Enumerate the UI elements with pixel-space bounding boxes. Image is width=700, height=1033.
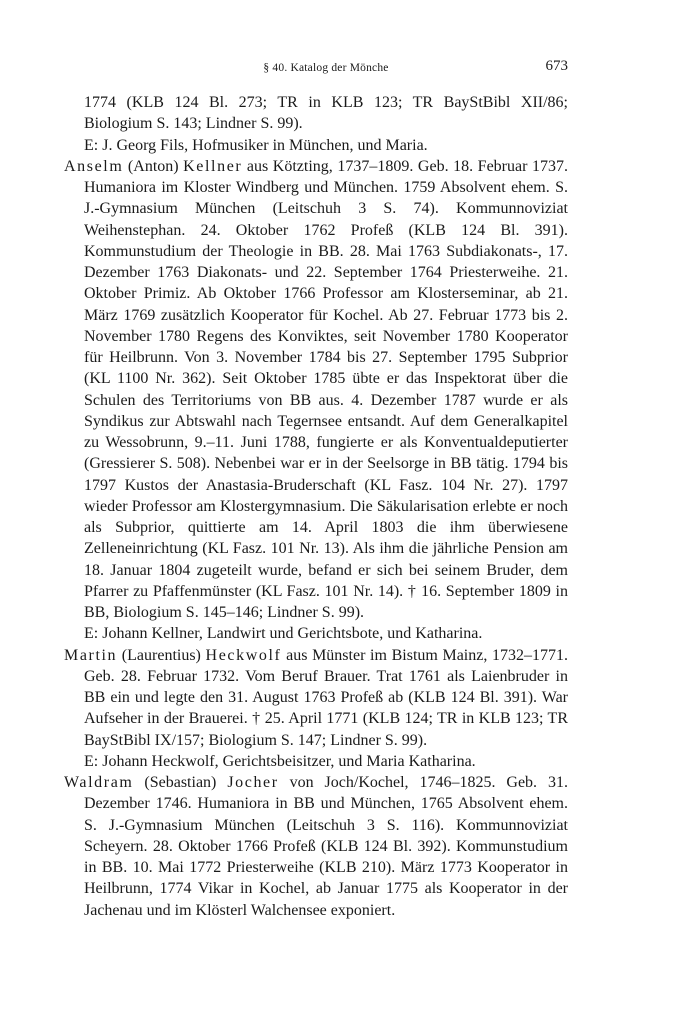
entry-baptismal-name: (Sebastian): [133, 774, 228, 791]
page-body: [64, 92, 568, 921]
page-number: 673: [545, 58, 568, 74]
entry-first-name: Anselm: [64, 157, 124, 175]
entry-surname: Heckwolf: [205, 646, 282, 664]
entry-first-name: Waldram: [64, 774, 134, 791]
entry-first-name: Martin: [64, 646, 118, 664]
entry-surname: Jocher: [227, 774, 279, 791]
entry-parents: E: J. Georg Fils, Hofmusiker in München, und Maria.: [84, 136, 428, 154]
entry-parents: E: Johann Heckwolf, Gerichtsbeisitzer, und Maria Katharina.: [84, 752, 476, 770]
entry-kellner: [64, 156, 568, 624]
entry-parents: E: Johann Kellner, Landwirt und Gerichtsbote, und Katharina.: [84, 625, 483, 643]
entry-text: von Joch/Kochel, 1746–1825. Geb. 31. Dezember 1746. Humaniora in BB und München, 1765 Absolvent ehem. S. J.-Gymnasium München (Leitschuh 3 S. 116). Kommunnoviziat Scheyern. 28. Oktober 1766 Profeß (KLB 124 Bl. 392). Kommunstudium in BB. 10. Mai 1772 Priesterweihe (KLB 210). März 1773 Kooperator in Heilbrunn, 1774 Vikar in Kochel, ab Januar 1775 als Kooperator in der Jachenau und im Klösterl Walchensee exponiert.: [84, 774, 568, 919]
entry-jocher: [64, 772, 568, 921]
entry-baptismal-name: (Anton): [123, 157, 184, 175]
entry-surname: Kellner: [183, 157, 243, 175]
page-header: [84, 56, 568, 80]
running-head: § 40. Katalog der Mönche: [263, 62, 389, 74]
entry-continuation: 1774 (KLB 124 Bl. 273; TR in KLB 123; TR BayStBibl XII/86; Biologium S. 143; Lindner S. 99).: [84, 94, 568, 133]
entry-heckwolf: [64, 645, 568, 751]
entry-text: aus Kötzting, 1737–1809. Geb. 18. Februar 1737. Humaniora im Kloster Windberg und München. 1759 Absolvent ehem. S. J.-Gymnasium München (Leitschuh 3 S. 74). Kommunnoviziat Weihenstephan. 24. Oktober 1762 Profeß (KLB 124 Bl. 391). Kommunstudium der Theologie in BB. 28. Mai 1763 Subdiakonats-, 17. Dezember 1763 Diakonats- und 22. September 1764 Priesterweihe. 21. Oktober Primiz. Ab Oktober 1766 Professor am Klosterseminar, ab 21. März 1769 zusätzlich Kooperator für Kochel. Ab 27. Februar 1773 bis 2. November 1780 Regens des Konviktes, seit November 1780 Kooperator für Heilbrunn. Von 3. November 1784 bis 27. September 1795 Subprior (KL 1100 Nr. 362). Seit Oktober 1785 übte er das Inspektorat über die Schulen des Territoriums von BB aus. 4. Dezember 1787 wurde er als Syndikus zur Abtswahl nach Tegernsee entsandt. Auf dem Generalkapitel zu Wessobrunn, 9.–11. Juni 1788, fungierte er als Konventualdeputierter (Gressierer S. 508). Nebenbei war er in der Seelsorge in BB tätig. 1794 bis 1797 Kustos der Anastasia-Bruderschaft (KL Fasz. 104 Nr. 27). 1797 wieder Professor am Klostergymnasium. Die Säkularisation erlebte er noch als Subprior, quittierte am 14. April 1803 die ihm überwiesene Zelleneinrichtung (KL Fasz. 101 Nr. 13). Als ihm die jährliche Pension am 18. Januar 1804 zugeteilt wurde, befand er sich bei seinem Bruder, dem Pfarrer zu Pfaffenmünster (KL Fasz. 101 Nr. 14). † 16. September 1809 in BB, Biologium S. 145–146; Lindner S. 99).: [84, 157, 569, 621]
entry-text: aus Münster im Bistum Mainz, 1732–1771. Geb. 28. Februar 1732. Vom Beruf Brauer. Trat 1761 als Laienbruder in BB ein und legte den 31. August 1763 Profeß ab (KLB 124 Bl. 391). War Aufseher in der Brauerei. † 25. April 1771 (KLB 124; TR in KLB 123; TR BayStBibl IX/157; Biologium S. 147; Lindner S. 99).: [84, 646, 569, 749]
entry-baptismal-name: (Laurentius): [117, 646, 206, 664]
